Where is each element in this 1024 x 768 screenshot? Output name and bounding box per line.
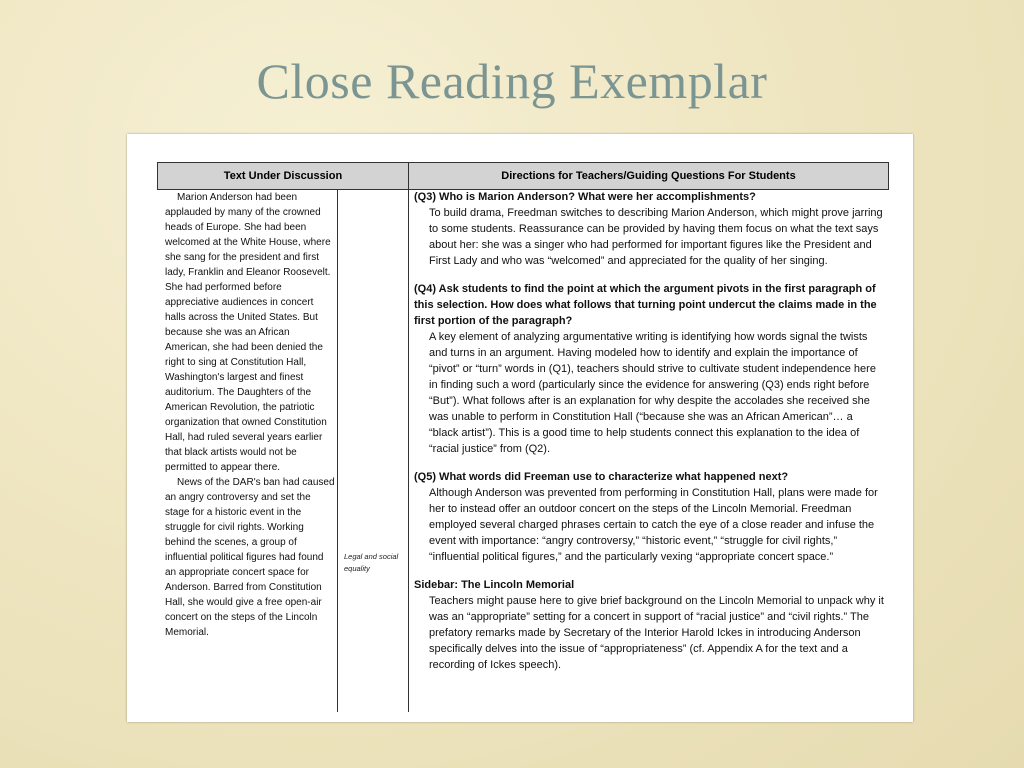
table-header-row [157,162,889,190]
column-divider [337,189,338,712]
question-heading: (Q4) Ask students to find the point at which the argument pivots in the first paragraph of this selection. How does what follows that turning point undercut the claims made in the first portion of the paragraph? [414,283,877,327]
header-directions: Directions for Teachers/Guiding Questions For Students [501,170,796,182]
column-divider [408,189,409,712]
question-guidance: Although Anderson was prevented from performing in Constitution Hall, plans were made for her to instead offer an outdoor concert on the steps of the Lincoln Memorial. Freedman employed several charged phrases certain to catch the eye of a close reader and infuse the event with importance: “angry controversy,” “historic event,” “struggle for civil rights,” “influential political figures,” and the particularly vexing “appropriate concert space.” [429,487,878,563]
question-guidance: A key element of analyzing argumentative writing is identifying how words signal the twists and turns in an argument. Having modeled how to identify and explain the importance of “pivot” or “turn” words in (Q1), teachers should strive to cultivate student independence here in finding such a word (particularly since the evidence for answering (Q3) ends right before “But”). What follows after is an explanation for why despite the accolades she received she was unable to perform in Constitution Hall (“because she was an African American”… a “black artist”). This is a good time to help students connect this explanation to the idea of “racial justice” from (Q2). [429,331,876,455]
question-heading: (Q5) What words did Freeman use to characterize what happened next? [414,471,789,483]
question-heading: (Q3) Who is Marion Anderson? What were her accomplishments? [414,191,756,203]
sidebar-heading: Sidebar: The Lincoln Memorial [414,579,575,591]
guiding-questions-cell [414,189,884,673]
slide-title: Close Reading Exemplar [256,53,768,109]
passage-paragraph: Marion Anderson had been applauded by many of the crowned heads of Europe. She had been welcomed at the White House, where she sang for the president and first lady, Franklin and Eleanor Roosevelt. She had performed before appreciative audiences in concert halls across the United States. But because she was an African American, she had been denied the right to sing at Constitution Hall, Washington's largest and finest auditorium. The Daughters of the American Revolution, the patriotic organization that owned Constitution Hall, had ruled several years earlier that black artists would not be permitted to appear there. [165,192,331,473]
text-under-discussion-cell [165,190,335,640]
sidebar-guidance: Teachers might pause here to give brief background on the Lincoln Memorial to unpack why it was an “appropriate” setting for a concert in support of “racial justice” and “civil rights.” The prefatory remarks made by Secretary of the Interior Harold Ickes in introducing Anderson specifically delves into the issue of “appropriateness” (cf. Appendix A for the text and a recording of Ickes speech). [429,595,884,671]
margin-note: Legal and social equality [344,552,399,573]
question-guidance: To build drama, Freedman switches to describing Marion Anderson, which might prove jarring to some students. Reassurance can be provided by having them focus on what the text says about her: she was a singer who had performed for important figures like the President and First Lady and who was “welcomed” and appreciated for the quality of her singing. [429,207,883,267]
exemplar-document [127,134,913,722]
passage-paragraph: News of the DAR's ban had caused an angry controversy and set the stage for a historic event in the struggle for civil rights. Working behind the scenes, a group of influential political figures had found an appropriate concert space for Anderson. Barred from Constitution Hall, she would give a free open-air concert on the steps of the Lincoln Memorial. [165,477,335,638]
header-text-under-discussion: Text Under Discussion [158,163,409,189]
